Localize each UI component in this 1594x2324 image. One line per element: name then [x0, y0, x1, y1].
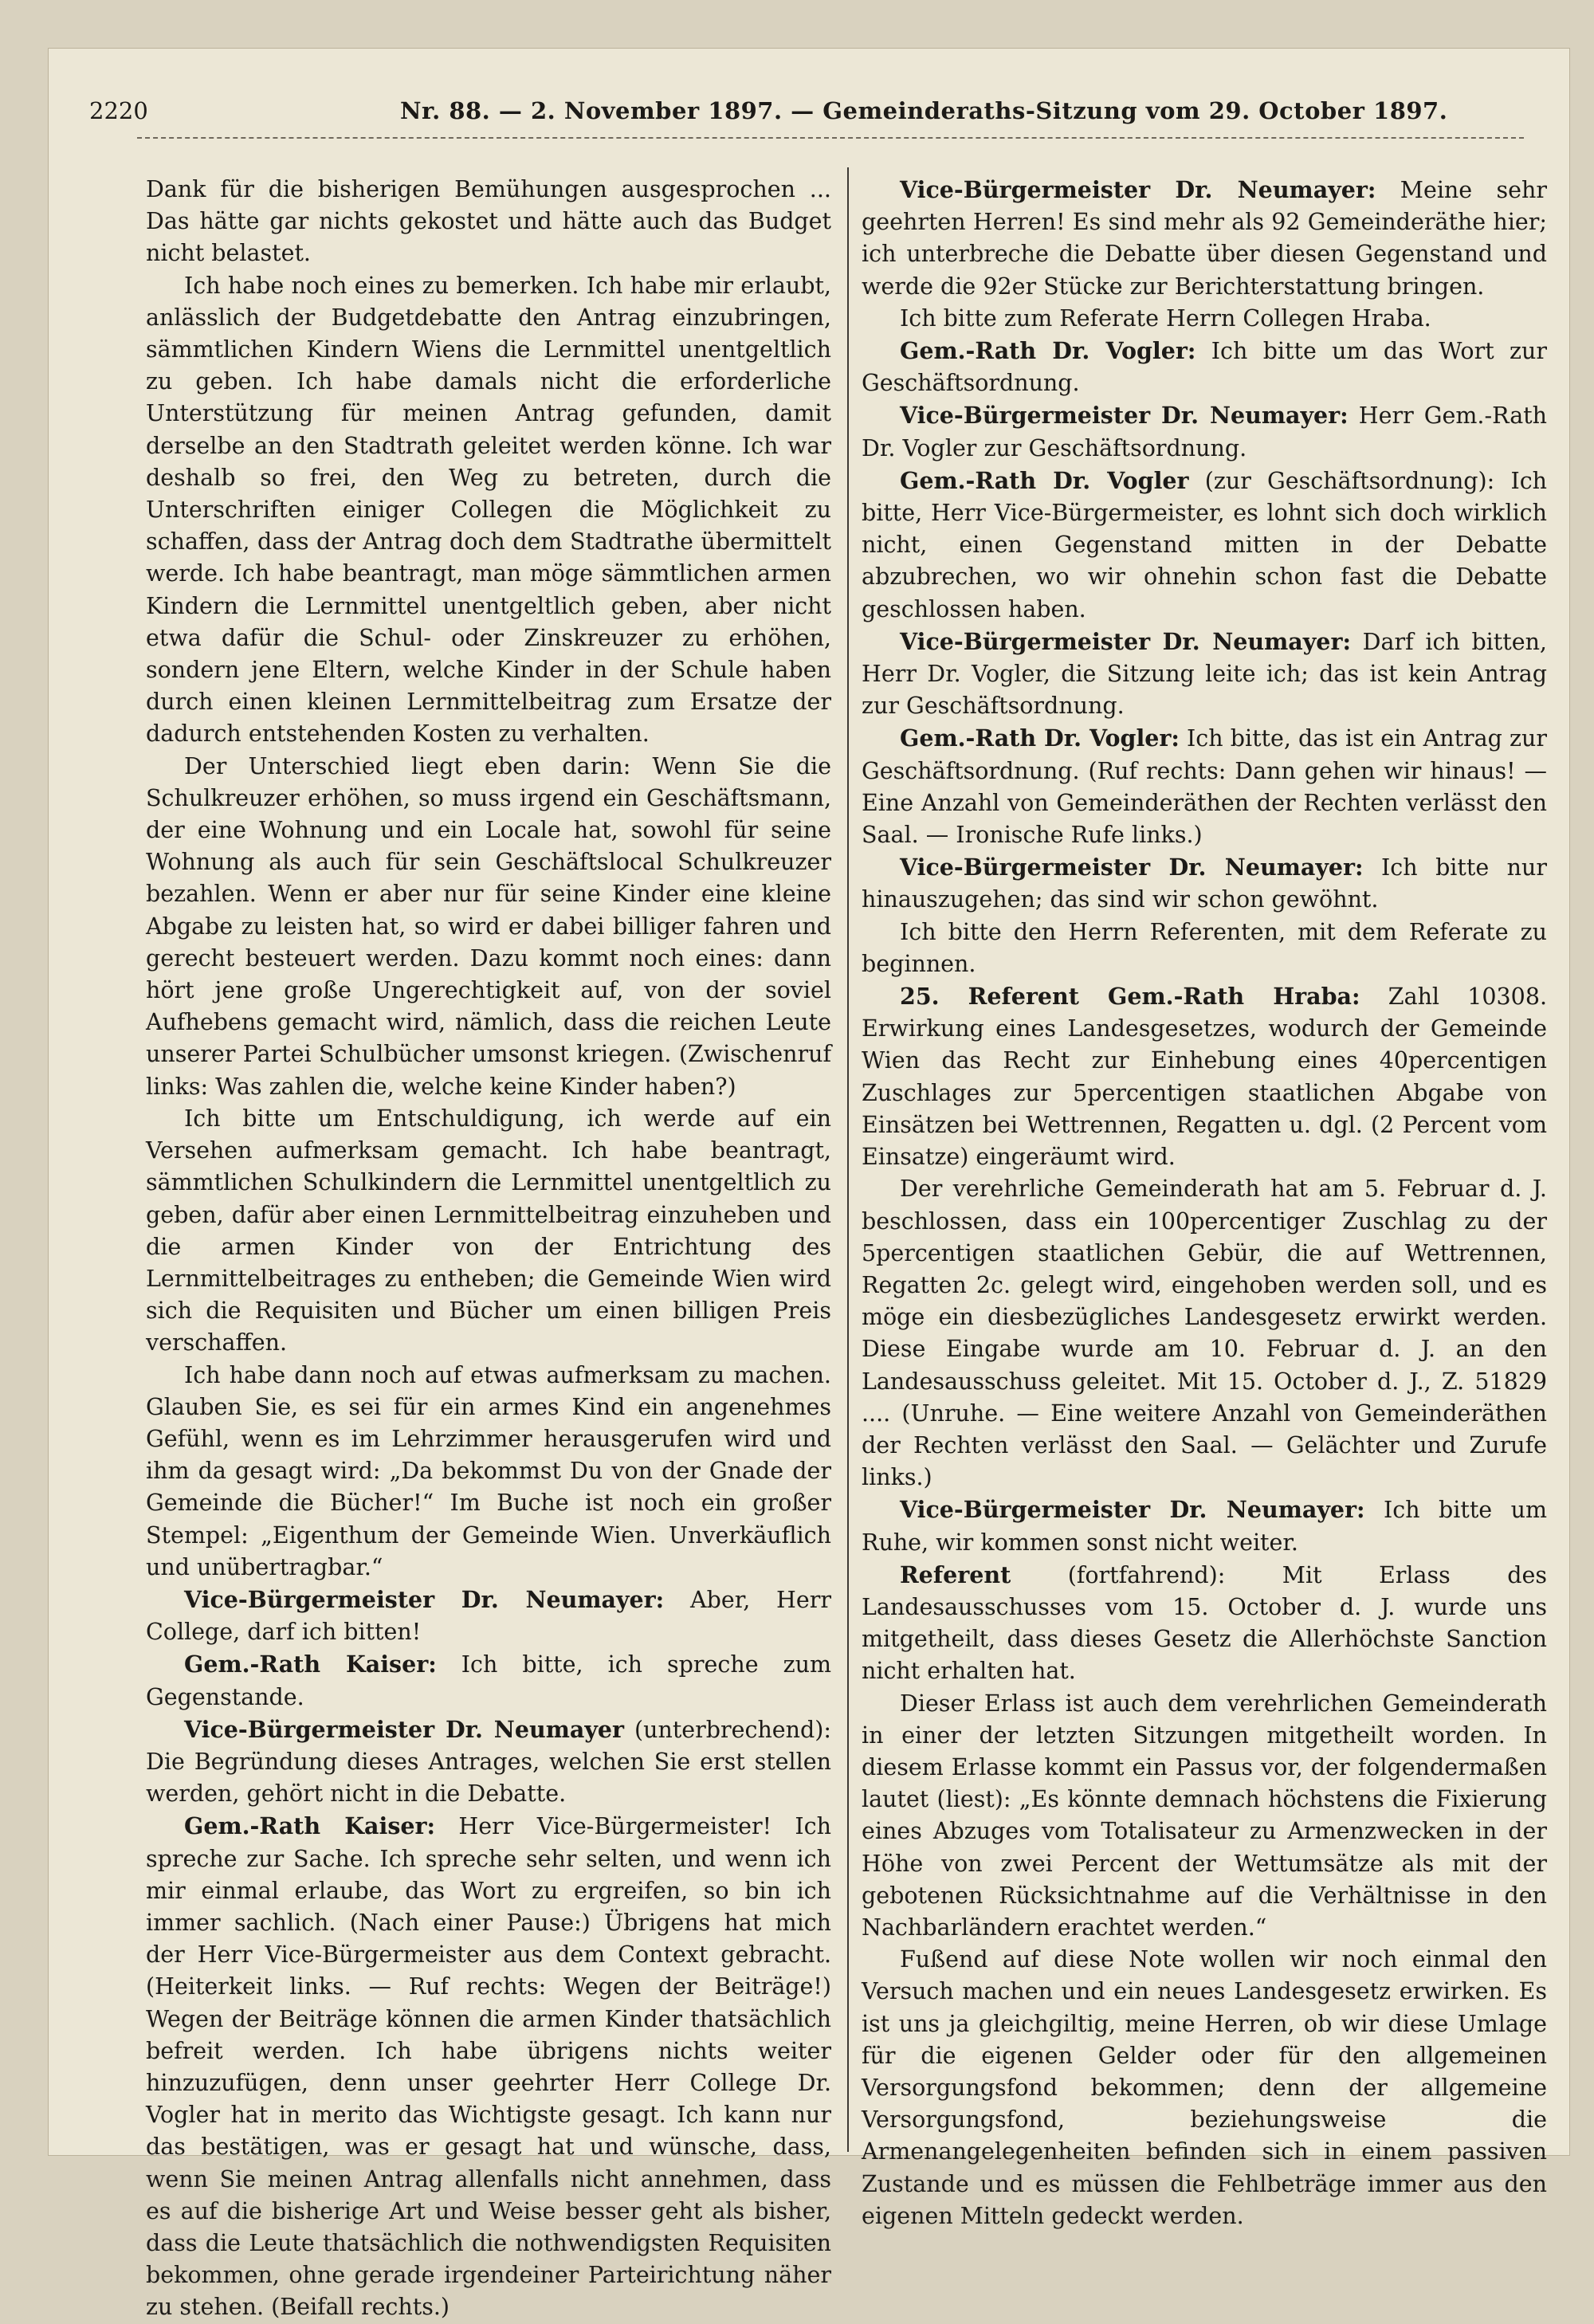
speaker-name: Vice-Bürgermeister Dr. Neumayer: [900, 402, 1349, 430]
speaker-name: Referent [900, 1560, 1011, 1588]
speech: Gem.-Rath Kaiser: Ich bitte, ich spreche zum Gegenstande. [146, 1651, 831, 1710]
speaker-name: Gem.-Rath Dr. Vogler: [900, 724, 1180, 752]
speaker-name: Vice-Bürgermeister Dr. Neumayer: [184, 1585, 665, 1613]
speaker-name: Gem.-Rath Dr. Vogler: [900, 337, 1196, 365]
speaker-name: Vice-Bürgermeister Dr. Neumayer: [900, 176, 1376, 203]
speech: Referent (fortfahrend): Mit Erlass des Landesausschusses vom 15. October d. J. wurde uns mitgetheilt, dass dieses Gesetz die Allerhöchste Sanction nicht erhalten hat. [862, 1560, 1547, 1685]
speech: Vice-Bürgermeister Dr. Neumayer: Herr Gem.-Rath Dr. Vogler zur Geschäftsordnung. [862, 402, 1547, 461]
paragraph: Fußend auf diese Note wollen wir noch einmal den Versuch machen und ein neues Landesgesetz erwirken. Es ist uns ja gleichgiltig, meine Herren, ob wir diese Umlage für die eigenen Gelder oder für den allgemeinen Versorgungsfond bekommen; denn der allgemeine Versorgungsfond, beziehungsweise die Armenangelegenheiten befinden sich in einem passiven Zustande und es müssen die Fehlbeträge immer aus den eigenen Mitteln gedeckt werden. [862, 1946, 1547, 2229]
page-header [89, 92, 1468, 132]
paragraph: Ich habe noch eines zu bemerken. Ich habe mir erlaubt, anlässlich der Budgetdebatte den Antrag einzubringen, sämmtlichen Kindern Wiens die Lernmittel unentgeltlich zu geben. Ich habe damals nicht die erforderliche Unterstützung für meinen Antrag gefunden, damit derselbe an den Stadtrath geleitet werden könne. Ich war deshalb so frei, den Weg zu betreten, durch die Unterschriften einiger Collegen die Möglichkeit zu schaffen, dass der Antrag doch dem Stadtrathe übermittelt werde. Ich habe beantragt, man möge sämmtlichen armen Kindern die Lernmittel unentgeltlich geben, aber nicht etwa dafür die Schul- oder Zinskreuzer zu erhöhen, sondern jene Eltern, welche Kinder in der Schule haben durch einen kleinen Lernmittelbeitrag zum Ersatze der dadurch entstehenden Kosten zu verhalten. [146, 272, 831, 748]
paragraph: Ich habe dann noch auf etwas aufmerksam zu machen. Glauben Sie, es sei für ein armes Kind ein angenehmes Gefühl, wenn es im Lehrzimmer herausgerufen wird und ihm da gesagt wird: „Da bekommst Du von der Gnade der Gemeinde die Bücher!“ Im Buche ist noch ein großer Stempel: „Eigenthum der Gemeinde Wien. Unverkäuflich und unübertragbar.“ [146, 1361, 831, 1580]
speaker-name: Vice-Bürgermeister Dr. Neumayer [184, 1715, 625, 1743]
paragraph: Dank für die bisherigen Bemühungen ausgesprochen ... Das hätte gar nichts gekostet und hätte auch das Budget nicht belastet. [146, 176, 831, 267]
speaker-name: Vice-Bürgermeister Dr. Neumayer: [900, 1496, 1365, 1524]
speaker-name: 25. Referent Gem.-Rath Hraba: [900, 983, 1360, 1011]
speech: Gem.-Rath Dr. Vogler: Ich bitte, das ist ein Antrag zur Geschäftsordnung. (Ruf rechts: Dann gehen wir hinaus! — Eine Anzahl von Gemeinderäthen der Rechten verlässt den Saal. — Ironische Rufe links.) [862, 724, 1547, 849]
speaker-name: Gem.-Rath Kaiser: [184, 1651, 437, 1678]
paragraph: Ich bitte zum Referate Herrn Collegen Hraba. [900, 304, 1431, 332]
right-column [862, 174, 1547, 2232]
speech: Vice-Bürgermeister Dr. Neumayer: Meine sehr geehrten Herren! Es sind mehr als 92 Gemeinderäthe hier; ich unterbreche die Debatte über diesen Gegenstand und werde die 92er Stücke zur Berichterstattung bringen. [862, 176, 1547, 300]
header-rule [137, 137, 1524, 139]
speaker-name: Vice-Bürgermeister Dr. Neumayer: [900, 854, 1364, 881]
issue-title: Nr. 88. — 2. November 1897. — Gemeinderaths-Sitzung vom 29. October 1897. [400, 97, 1448, 124]
speech: Vice-Bürgermeister Dr. Neumayer: Ich bitte um Ruhe, wir kommen sonst nicht weiter. [862, 1496, 1547, 1556]
speech: Vice-Bürgermeister Dr. Neumayer: Aber, Herr College, darf ich bitten! [146, 1585, 832, 1646]
speech: Gem.-Rath Dr. Vogler: Ich bitte um das Wort zur Geschäftsordnung. [862, 337, 1547, 397]
paragraph: Der verehrliche Gemeinderath hat am 5. Februar d. J. beschlossen, dass ein 100percentiger Zuschlag zu der 5percentigen staatlichen Gebür, die auf Wettrennen, Regatten 2c. gelegt wird, eingehoben werden soll, und es möge ein diesbezügliches Landesgesetz erwirkt werden. Diese Eingabe wurde am 10. Februar d. J. an den Landesausschuss geleitet. Mit 15. October d. J., Z. 51829 .... (Unruhe. — Eine weitere Anzahl von Gemeinderäthen der Rechten verlässt den Saal. — Gelächter und Zurufe links.) [862, 1176, 1547, 1491]
speech: Gem.-Rath Dr. Vogler (zur Geschäftsordnung): Ich bitte, Herr Vice-Bürgermeister, es lohnt sich doch wirklich nicht, einen Gegenstand mitten in der Debatte abzubrechen, wo wir ohnehin schon fast die Debatte geschlossen haben. [862, 466, 1548, 622]
speaker-name: Vice-Bürgermeister Dr. Neumayer: [900, 627, 1351, 655]
speaker-name: Gem.-Rath Dr. Vogler [900, 466, 1189, 494]
paragraph: Dieser Erlass ist auch dem verehrlichen Gemeinderath in einer der letzten Sitzungen mitgetheilt worden. In diesem Erlasse kommt ein Passus vor, der folgendermaßen lautet (liest): „Es könnte demnach höchstens die Fixierung eines Abzuges vom Totalisateur zu Armenzwecken in der Höhe von zwei Percent der Wettumsätze als mit der gebotenen Rücksichtnahme auf die Verhältnisse in den Nachbarländern erachtet werden.“ [862, 1690, 1547, 1941]
column-divider [847, 167, 849, 2152]
speech: Vice-Bürgermeister Dr. Neumayer: Ich bitte nur hinauszugehen; das sind wir schon gewöhnt. [862, 854, 1547, 913]
paragraph: Der Unterschied liegt eben darin: Wenn Sie die Schulkreuzer erhöhen, so muss irgend ein Geschäftsmann, der eine Wohnung und ein Locale hat, sowohl für seine Wohnung als auch für sein Geschäftslocal Schulkreuzer bezahlen. Wenn er aber nur für seine Kinder eine kleine Abgabe zu leisten hat, so wird er dabei billiger fahren und gerecht besteuert werden. Dazu kommt noch eines: dann hört jene große Ungerechtigkeit auf, von der soviel Aufhebens gemacht wird, nämlich, dass die reichen Leute unserer Partei Schulbücher umsonst kriegen. (Zwischenruf links: Was zahlen die, welche keine Kinder haben?) [146, 752, 831, 1100]
speech: Gem.-Rath Kaiser: Herr Vice-Bürgermeister! Ich spreche zur Sache. Ich spreche sehr selten, und wenn ich mir einmal erlaube, das Wort zu ergreifen, so bin ich immer sachlich. (Nach einer Pause:) Übrigens hat mich der Herr Vice-Bürgermeister aus dem Context gebracht. (Heiterkeit links. — Ruf rechts: Wegen der Beiträge!) Wegen der Beiträge können die armen Kinder thatsächlich befreit werden. Ich habe übrigens nichts weiter hinzuzufügen, denn unser geehrter Herr College Dr. Vogler hat in merito das Wichtigste gesagt. Ich kann nur das bestätigen, was er gesagt hat und wünsche, dass, wenn Sie meinen Antrag allenfalls nicht annehmen, dass es auf die bisherige Art und Weise besser geht als bisher, dass die Leute thatsächlich die nothwendigsten Requisiten bekommen, ohne gerade irgendeiner Parteirichtung näher zu stehen. (Beifall rechts.) [146, 1812, 831, 2321]
speaker-name: Gem.-Rath Kaiser: [184, 1812, 436, 1840]
speech: Vice-Bürgermeister Dr. Neumayer: Darf ich bitten, Herr Dr. Vogler, die Sitzung leite ich; das ist kein Antrag zur Geschäftsordnung. [862, 627, 1547, 720]
left-column [146, 174, 831, 2324]
speech: Vice-Bürgermeister Dr. Neumayer (unterbrechend): Die Begründung dieses Antrages, welchen Sie erst stellen werden, gehört nicht in die Debatte. [146, 1715, 831, 1808]
page-number: 2220 [89, 97, 148, 124]
paragraph: Ich bitte um Entschuldigung, ich werde auf ein Versehen aufmerksam gemacht. Ich habe beantragt, sämmtlichen Schulkindern die Lernmittel unentgeltlich zu geben, dafür aber einen Lernmittelbeitrag einzuheben und die armen Kinder von der Entrichtung des Lernmittelbeitrages zu entheben; die Gemeinde Wien wird sich die Requisiten und Bücher um einen billigen Preis verschaffen. [146, 1105, 831, 1356]
paragraph: Ich bitte den Herrn Referenten, mit dem Referate zu beginnen. [862, 918, 1547, 977]
agenda-item: 25. Referent Gem.-Rath Hraba: Zahl 10308. Erwirkung eines Landesgesetzes, wodurch der Gemeinde Wien das Recht zur Einhebung eines 40percentigen Zuschlages zur 5percentigen staatlichen Abgabe von Einsätzen bei Wettrennen, Regatten u. dgl. (2 Percent vom Einsatze) eingeräumt wird. [862, 983, 1548, 1171]
